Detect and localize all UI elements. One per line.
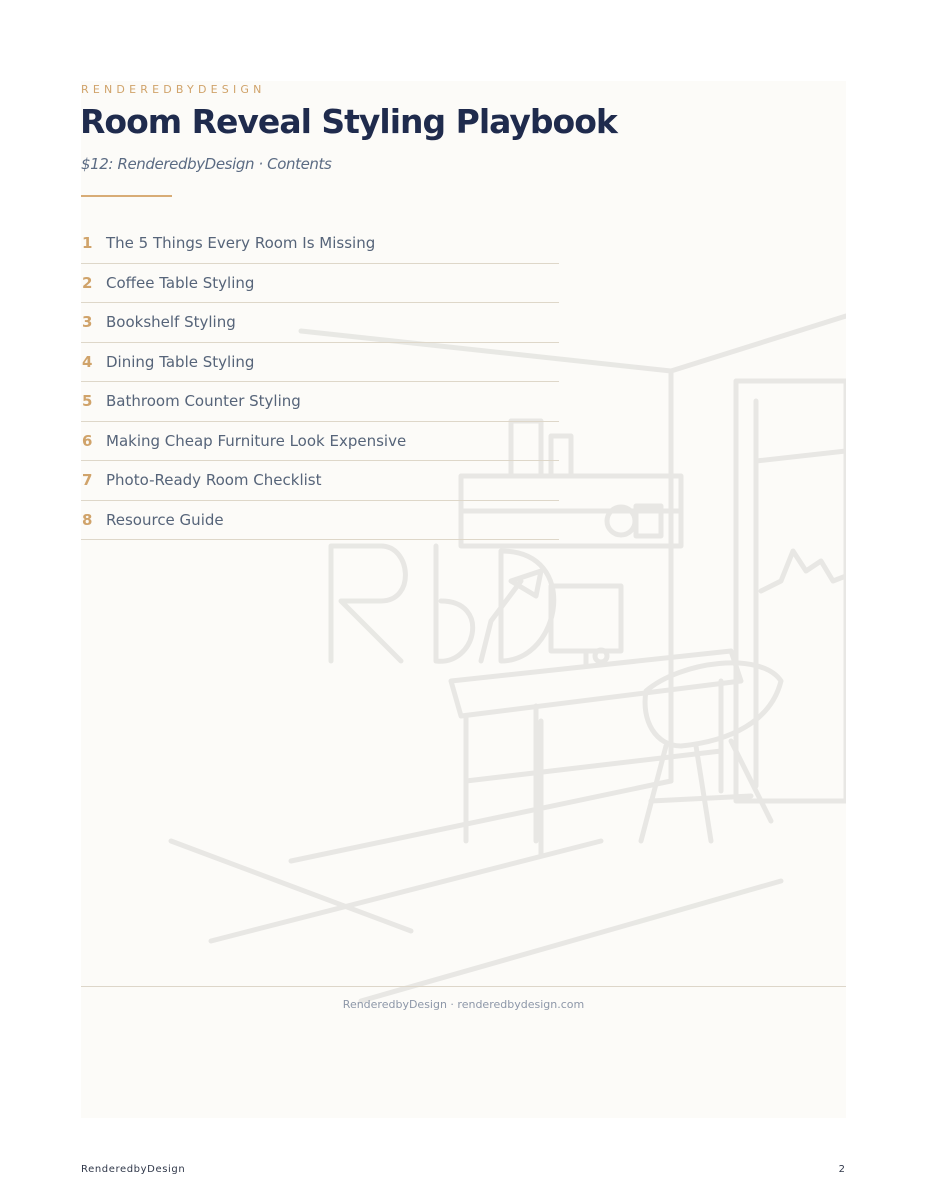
brand-kicker: RENDEREDBYDESIGN (81, 83, 266, 96)
toc-item-6[interactable] (81, 422, 559, 462)
footer-divider (81, 986, 846, 987)
toc-item-7[interactable] (81, 461, 559, 501)
toc-number: 6 (82, 431, 93, 450)
page-footer-brand: RenderedbyDesign (81, 1164, 186, 1175)
toc-item-3[interactable] (81, 303, 559, 343)
toc-number: 8 (82, 510, 93, 529)
page-number: 2 (838, 1164, 845, 1175)
toc-title: Making Cheap Furniture Look Expensive (106, 431, 407, 450)
toc-number: 7 (82, 471, 93, 489)
page-title: Room Reveal Styling Playbook (80, 102, 617, 141)
toc-number: 1 (82, 234, 93, 252)
page-subtitle: $12: RenderedbyDesign · Contents (81, 155, 332, 173)
toc-title: Resource Guide (106, 510, 224, 529)
toc-item-8[interactable] (81, 501, 559, 541)
toc-title: Bathroom Counter Styling (106, 392, 301, 410)
footer-text: RenderedbyDesign · renderedbydesign.com (342, 998, 585, 1011)
table-of-contents (81, 224, 559, 540)
toc-title: Bookshelf Styling (106, 313, 236, 331)
toc-number: 4 (82, 352, 93, 371)
toc-item-5[interactable] (81, 382, 559, 422)
toc-title: Coffee Table Styling (106, 273, 255, 292)
toc-item-2[interactable] (81, 264, 559, 304)
accent-divider (81, 195, 172, 197)
toc-title: Photo-Ready Room Checklist (106, 471, 322, 489)
toc-number: 3 (82, 313, 93, 331)
toc-number: 5 (82, 392, 93, 410)
toc-title: The 5 Things Every Room Is Missing (106, 234, 376, 252)
toc-title: Dining Table Styling (106, 352, 255, 371)
toc-item-4[interactable] (81, 343, 559, 383)
toc-item-1[interactable] (81, 224, 559, 264)
toc-number: 2 (82, 273, 93, 292)
